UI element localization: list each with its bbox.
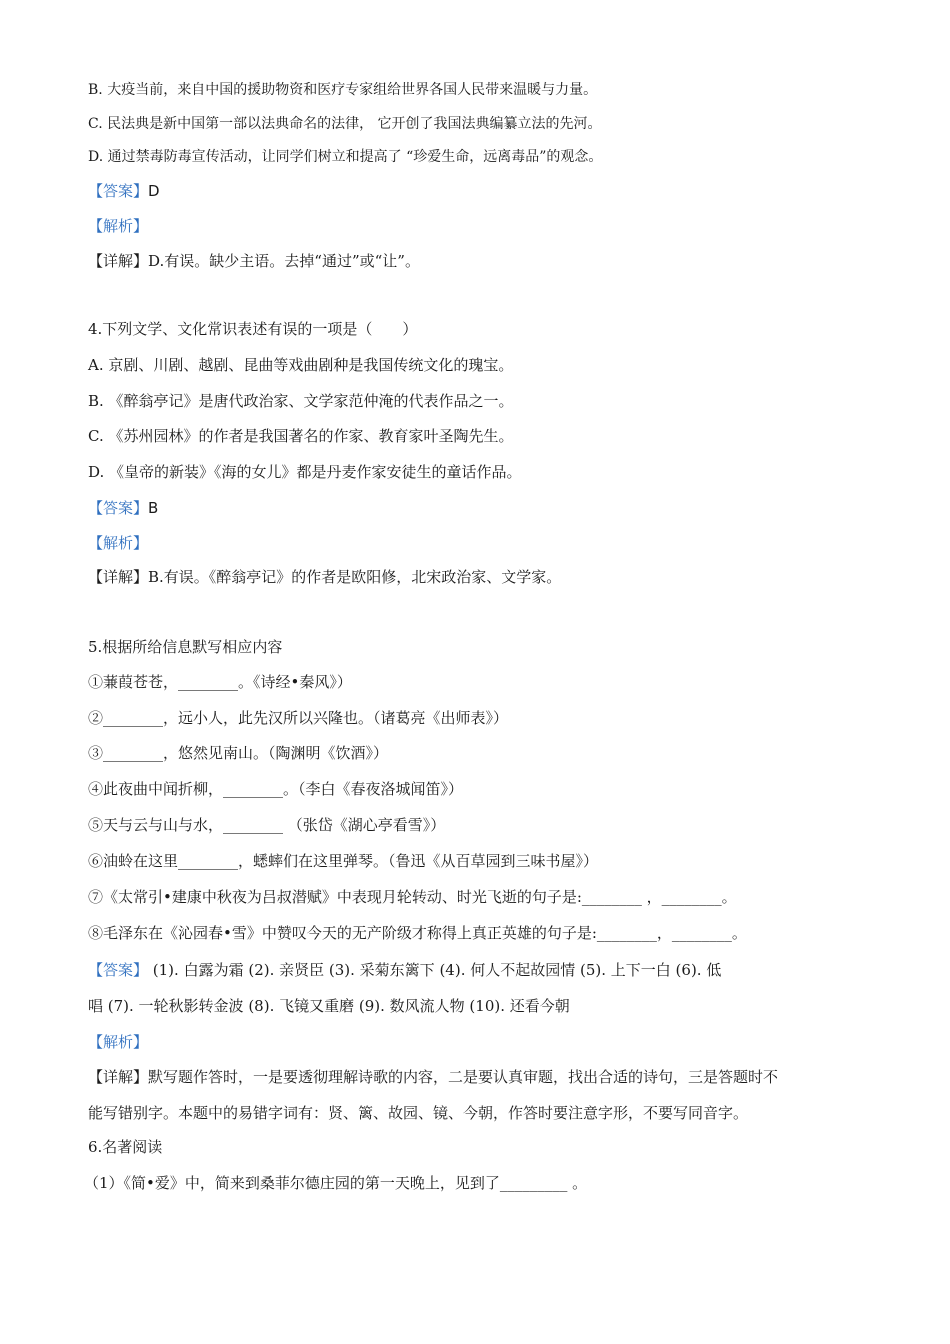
detail-text: B.有误。《醉翁亭记》的作者是欧阳修，北宋政治家、文学家。 — [148, 568, 562, 586]
q4-option-c: C. 《苏州园林》的作者是我国著名的作家、教育家叶圣陶先生。 — [88, 427, 514, 445]
q5-item-2: ②________，远小人，此先汉所以兴隆也。（诸葛亮《出师表》） — [88, 709, 509, 727]
answer-value: D — [148, 182, 160, 200]
detail-text: 默写题作答时，一是要透彻理解诗歌的内容，二是要认真审题，找出合适的诗句，三是答题时不 — [148, 1068, 779, 1086]
q5-item-4: ④此夜曲中闻折柳，________。（李白《春夜洛城闻笛》） — [88, 780, 464, 798]
answer-value: B — [148, 499, 159, 517]
q4-option-d: D. 《皇帝的新装》《海的女儿》都是丹麦作家安徒生的童话作品。 — [88, 463, 522, 481]
q4-answer — [88, 498, 158, 518]
q5-answer-line-2: 唱 (7). 一轮秋影转金波 (8). 飞镜又重磨 (9). 数风流人物 (10). 还看今朝 — [88, 997, 570, 1015]
analysis-tag: 【解析】 — [88, 1033, 149, 1051]
q4-option-a: A. 京剧、川剧、越剧、昆曲等戏曲剧种是我国传统文化的瑰宝。 — [88, 356, 514, 374]
q4-option-b: B. 《醉翁亭记》是唐代政治家、文学家范仲淹的代表作品之一。 — [88, 392, 514, 410]
q3-detail — [88, 251, 420, 271]
q5-detail-line-2: 能写错别字。本题中的易错字词有：贤、篱、故园、镜、今朝，作答时要注意字形，不要写同音字。 — [88, 1104, 749, 1122]
q5-item-3: ③________，悠然见南山。（陶渊明《饮酒》） — [88, 744, 389, 762]
answer-text: (1). 白露为霜 (2). 亲贤臣 (3). 采菊东篱下 (4). 何人不起故园情 (5). 上下一白 (6). 低 — [148, 961, 722, 979]
q5-item-8: ⑧毛泽东在《沁园春•雪》中赞叹今天的无产阶级才称得上真正英雄的句子是:________，________。 — [88, 924, 747, 942]
analysis-tag: 【解析】 — [88, 217, 149, 235]
detail-text: D.有误。缺少主语。去掉“通过”或“让”。 — [148, 252, 420, 270]
detail-tag: 【详解】 — [88, 568, 149, 586]
q3-option-b: B. 大疫当前，来自中国的援助物资和医疗专家组给世界各国人民带来温暖与力量。 — [88, 82, 598, 98]
q5-item-1: ①蒹葭苍苍，________。《诗经•秦风》） — [88, 673, 352, 691]
q6-item-1: （1）《简•爱》中，简来到桑菲尔德庄园的第一天晚上，见到了_________ 。 — [84, 1174, 588, 1192]
q5-item-5: ⑤天与云与山与水，________ （张岱《湖心亭看雪》） — [88, 816, 446, 834]
answer-tag: 【答案】 — [88, 961, 149, 979]
analysis-tag: 【解析】 — [88, 534, 149, 552]
q5-item-7: ⑦《太常引•建康中秋夜为吕叔潜赋》中表现月轮转动、时光飞逝的句子是:________ ，________。 — [88, 888, 737, 906]
q3-answer — [88, 181, 160, 201]
q5-detail-line-1 — [88, 1067, 778, 1087]
q5-stem: 5.根据所给信息默写相应内容 — [88, 638, 283, 656]
q3-analysis-tag — [88, 216, 148, 236]
q3-option-c: C. 民法典是新中国第一部以法典命名的法律， 它开创了我国法典编纂立法的先河。 — [88, 116, 602, 132]
q5-item-6: ⑥油蛉在这里________，蟋蟀们在这里弹琴。（鲁迅《从百草园到三味书屋》） — [88, 852, 599, 870]
detail-tag: 【详解】 — [88, 1068, 149, 1086]
q5-answer-line-1 — [88, 960, 721, 980]
q4-detail — [88, 567, 561, 587]
detail-tag: 【详解】 — [88, 252, 149, 270]
q3-option-d: D. 通过禁毒防毒宣传活动，让同学们树立和提高了 “珍爱生命，远离毒品”的观念。 — [88, 149, 603, 165]
q5-analysis-tag — [88, 1032, 148, 1052]
q6-stem: 6.名著阅读 — [88, 1138, 163, 1156]
q4-analysis-tag — [88, 533, 148, 553]
answer-tag: 【答案】 — [88, 499, 149, 517]
answer-tag: 【答案】 — [88, 182, 149, 200]
q4-stem: 4.下列文学、文化常识表述有误的一项是（ ） — [88, 320, 418, 338]
